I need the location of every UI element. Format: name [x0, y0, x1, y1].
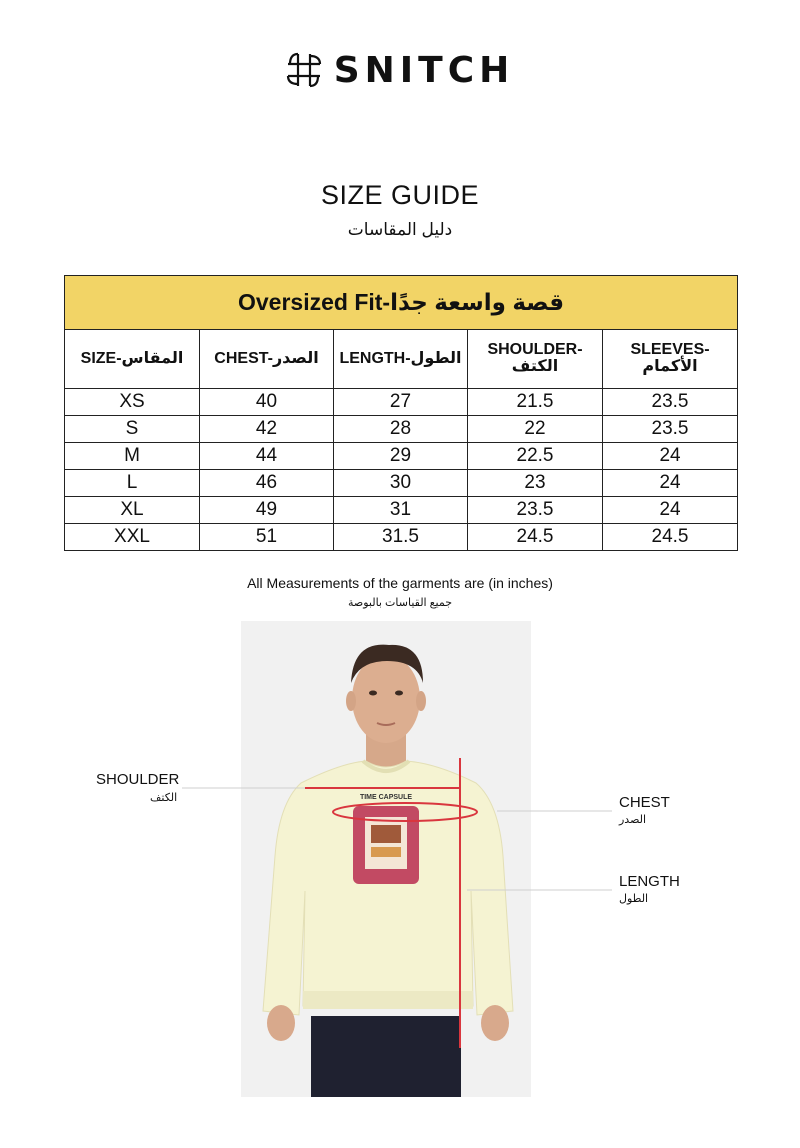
column-header [334, 330, 468, 389]
size-table [64, 275, 738, 551]
table-cell: 24 [603, 497, 738, 524]
table-row [65, 389, 738, 416]
table-cell: XS [65, 389, 200, 416]
table-row [65, 497, 738, 524]
table-cell: 31 [334, 497, 468, 524]
table-cell: 23.5 [468, 497, 603, 524]
table-cell: S [65, 416, 200, 443]
table-cell: 23 [468, 470, 603, 497]
length-label-arabic: الطول [619, 893, 649, 905]
shoulder-label-arabic: الكتف [150, 792, 178, 804]
column-header-ar: الكتف [511, 358, 559, 375]
table-cell: 31.5 [334, 524, 468, 551]
column-header-ar: الأكمام [642, 358, 698, 375]
column-header-en: SHOULDER- [487, 341, 583, 359]
column-header-en: SIZE- [80, 349, 122, 367]
page-title-arabic: دليل المقاسات [347, 220, 453, 239]
table-cell: 24 [603, 470, 738, 497]
column-header-ar: المقاس [121, 349, 184, 367]
column-header [200, 330, 334, 389]
table-cell: 49 [200, 497, 334, 524]
chest-label: CHEST [619, 794, 670, 811]
brand-name: SNITCH [333, 49, 515, 91]
table-cell: 22.5 [468, 443, 603, 470]
table-cell: 44 [200, 443, 334, 470]
table-row [65, 416, 738, 443]
model-photo [241, 621, 531, 1097]
table-cell: 24.5 [603, 524, 738, 551]
table-cell: 24.5 [468, 524, 603, 551]
table-header-row [65, 330, 738, 389]
measurement-note: All Measurements of the garments are (in inches) [247, 575, 553, 591]
table-cell: 23.5 [603, 416, 738, 443]
table-cell: 22 [468, 416, 603, 443]
column-header-en: SLEEVES- [630, 341, 710, 359]
column-header [65, 330, 200, 389]
table-cell: XXL [65, 524, 200, 551]
fit-label: Oversized Fit-قصة واسعة جدًا [65, 276, 738, 330]
table-cell: 46 [200, 470, 334, 497]
table-cell: 30 [334, 470, 468, 497]
shoulder-label: SHOULDER [96, 771, 180, 788]
column-header-ar: الصدر [272, 349, 319, 367]
column-header [468, 330, 603, 389]
column-header [603, 330, 738, 389]
table-cell: 23.5 [603, 389, 738, 416]
garment-print-text: TIME CAPSULE [359, 794, 413, 801]
table-cell: 27 [334, 389, 468, 416]
table-cell: M [65, 443, 200, 470]
page-title: SIZE GUIDE [320, 180, 480, 210]
table-row [65, 524, 738, 551]
hash-knot-logo-icon [286, 52, 322, 88]
table-cell: 29 [334, 443, 468, 470]
measurement-note-arabic: جميع القياسات بالبوصة [347, 597, 453, 609]
table-cell: 24 [603, 443, 738, 470]
table-cell: L [65, 470, 200, 497]
table-cell: 51 [200, 524, 334, 551]
brand-logo [0, 48, 800, 92]
table-cell: 40 [200, 389, 334, 416]
table-row [65, 470, 738, 497]
table-cell: XL [65, 497, 200, 524]
column-header-ar: الطول [410, 349, 462, 367]
column-header-en: LENGTH- [339, 349, 411, 367]
table-body [65, 389, 738, 551]
column-header-en: CHEST- [214, 349, 273, 367]
table-row [65, 443, 738, 470]
table-cell: 21.5 [468, 389, 603, 416]
chest-label-arabic: الصدر [619, 814, 647, 826]
length-label: LENGTH [619, 873, 680, 890]
table-cell: 28 [334, 416, 468, 443]
table-cell: 42 [200, 416, 334, 443]
